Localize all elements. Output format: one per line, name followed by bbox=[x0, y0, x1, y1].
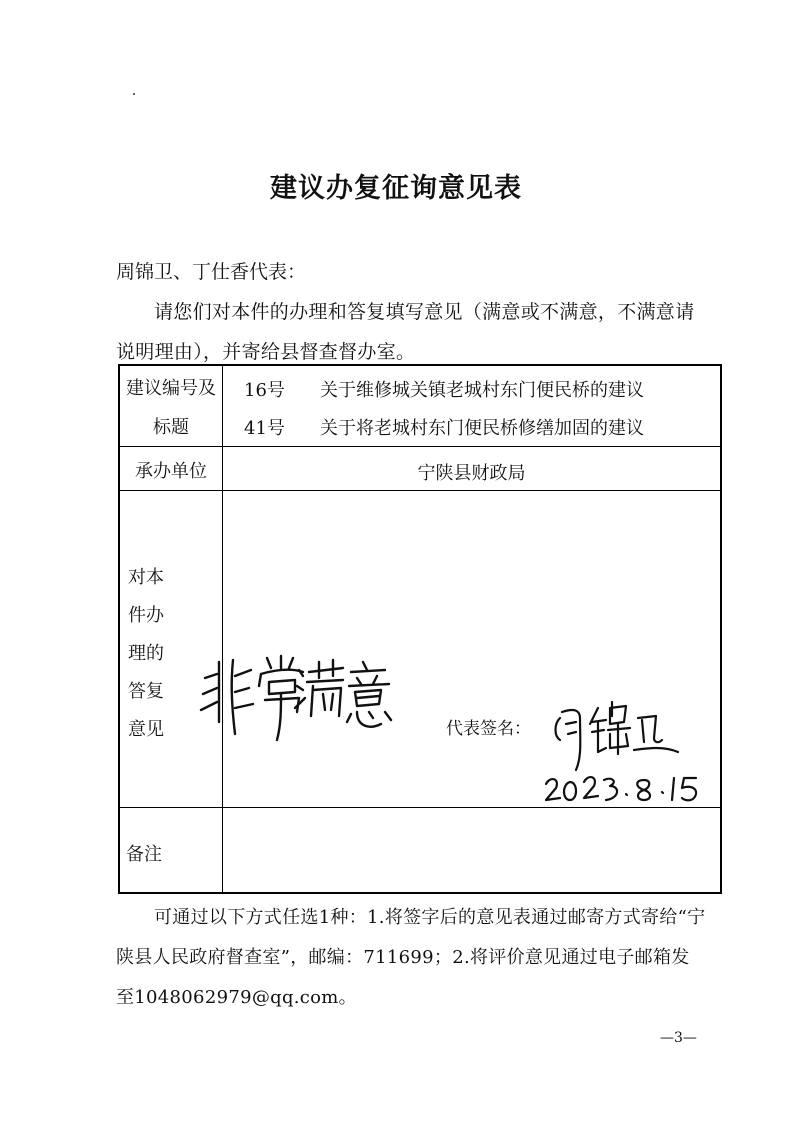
handwritten-date bbox=[540, 770, 705, 810]
table-row-divider-2 bbox=[118, 490, 722, 491]
signature-label: 代表签名： bbox=[446, 719, 531, 739]
proposal-number-1: 16号 bbox=[244, 380, 285, 401]
row2-label: 承办单位 bbox=[135, 461, 207, 482]
handwritten-opinion bbox=[195, 650, 400, 745]
proposal-number-2: 41号 bbox=[244, 418, 285, 439]
scan-speck bbox=[133, 93, 135, 95]
row3-label-line2: 件办 bbox=[128, 605, 164, 626]
table-border-bottom bbox=[118, 892, 722, 894]
row3-label-line3: 理的 bbox=[128, 643, 164, 664]
row1-label-line1: 建议编号及 bbox=[126, 378, 216, 399]
row3-label-line5: 意见 bbox=[128, 719, 164, 740]
table-row-divider-1 bbox=[118, 446, 722, 447]
handling-unit: 宁陕县财政局 bbox=[417, 463, 526, 484]
row3-label-line4: 答复 bbox=[128, 681, 164, 702]
page-number: —3— bbox=[660, 1030, 697, 1046]
row3-label-line1: 对本 bbox=[128, 567, 164, 588]
document-title: 建议办复征询意见表 bbox=[270, 173, 522, 204]
row4-label: 备注 bbox=[126, 844, 162, 865]
table-border-left bbox=[118, 364, 120, 894]
proposal-title-2: 关于将老城村东门便民桥修缮加固的建议 bbox=[320, 418, 644, 439]
proposal-title-1: 关于维修城关镇老城村东门便民桥的建议 bbox=[320, 380, 644, 401]
table-border-right bbox=[720, 364, 722, 894]
submission-instructions: 可通过以下方式任选1种：1.将签字后的意见表通过邮寄方式寄给“宁陕县人民政府督查室”，邮编：711699；2.将评价意见通过电子邮箱发至1048062979@qq.com。 bbox=[116, 907, 706, 1008]
intro-paragraph: 请您们对本件的办理和答复填写意见（满意或不满意，不满意请说明理由），并寄给县督查督办室。 bbox=[116, 301, 695, 363]
handwritten-signature bbox=[546, 694, 696, 774]
table-column-divider bbox=[222, 364, 223, 894]
salutation: 周锦卫、丁仕香代表： bbox=[116, 261, 307, 283]
row1-label-line2: 标题 bbox=[153, 417, 189, 438]
